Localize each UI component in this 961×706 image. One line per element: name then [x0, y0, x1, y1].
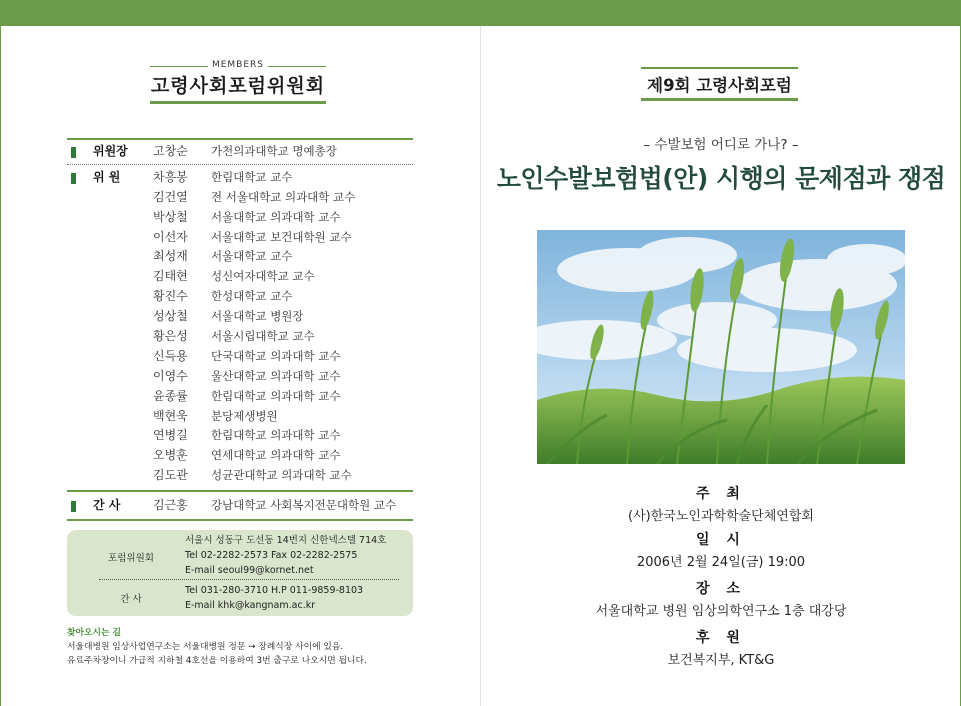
- member-affiliation: 연세대학교 의과대학 교수: [211, 448, 341, 463]
- contact-secretary-label: 간 사: [120, 594, 142, 605]
- contact-forum-phone: Tel 02-2282-2573 Fax 02-2282-2575: [185, 550, 358, 561]
- member-affiliation: 전 서울대학교 의과대학 교수: [211, 189, 356, 204]
- contact-secretary-phone: Tel 031-280-3710 H.P 011-9859-8103: [185, 585, 364, 596]
- chair-affiliation: 가천의과대학교 명예총장: [211, 144, 337, 158]
- member-name: 백현욱: [153, 408, 188, 423]
- chair-name: 고창순: [153, 144, 188, 158]
- member-name: 황은성: [153, 329, 188, 344]
- roster-bottom-rule: [67, 519, 413, 521]
- members-role: 위 원: [93, 169, 121, 184]
- bullet-marker: [71, 147, 76, 158]
- barley-illustration: [537, 230, 905, 464]
- event-main-title: 노인수발보험법(안) 시행의 문제점과 쟁점: [496, 164, 946, 193]
- place-value: 서울대학교 병원 임상의학연구소 1층 대강당: [595, 604, 847, 619]
- top-band: [0, 0, 961, 26]
- roster-mid-rule: [67, 490, 413, 492]
- member-affiliation: 성균관대학교 의과대학 교수: [211, 468, 352, 483]
- member-name: 차흥봉: [153, 169, 188, 184]
- member-row: [67, 367, 413, 387]
- member-row: [67, 247, 413, 267]
- directions-line-2: 유료주차장이니 가급적 지하철 4호선을 이용하여 3번 출구로 나오시면 됩니다.: [67, 656, 367, 666]
- place-label: 장 소: [696, 581, 746, 597]
- event-subtitle: – 수발보험 어디로 가나? –: [643, 137, 799, 153]
- member-affiliation: 성신여자대학교 교수: [211, 269, 315, 284]
- member-name: 김건열: [153, 189, 188, 204]
- roster-dotted-separator: [67, 164, 413, 165]
- host-value: (사)한국노인과학학술단체연합회: [628, 509, 814, 524]
- forum-title: 제9회 고령사회포럼: [647, 76, 792, 95]
- member-affiliation: 울산대학교 의과대학 교수: [211, 368, 341, 383]
- forum-header: [641, 67, 798, 101]
- member-affiliation: 분당제생병원: [211, 408, 278, 423]
- contact-secretary-lines: [185, 583, 363, 613]
- member-row: [67, 347, 413, 367]
- contact-separator: [99, 579, 399, 580]
- host-label: 주 최: [696, 486, 746, 502]
- member-row: [67, 466, 413, 486]
- bullet-marker: [71, 173, 76, 184]
- secretary-name: 김근홍: [153, 498, 188, 513]
- member-row: [67, 208, 413, 228]
- members-label: MEMBERS: [150, 60, 326, 70]
- date-label: 일 시: [696, 532, 746, 548]
- member-affiliation: 서울대학교 병원장: [211, 309, 304, 324]
- member-row: [67, 407, 413, 427]
- secretary-affiliation: 강남대학교 사회복지전문대학원 교수: [211, 498, 397, 513]
- chair-role: 위원장: [93, 144, 128, 158]
- member-name: 윤종률: [153, 388, 188, 403]
- secretary-role: 간 사: [93, 498, 121, 513]
- member-name: 김도관: [153, 468, 188, 483]
- member-row: [67, 446, 413, 466]
- contact-forum-lines: [185, 533, 386, 578]
- member-row: [67, 228, 413, 248]
- member-row: [67, 168, 413, 188]
- contact-box: [67, 530, 413, 616]
- member-affiliation: 한성대학교 교수: [211, 289, 293, 304]
- member-affiliation: 서울시립대학교 교수: [211, 329, 315, 344]
- secretary-row: [67, 496, 413, 516]
- member-name: 황진수: [153, 289, 188, 304]
- directions: [67, 626, 417, 668]
- members-header: [150, 60, 326, 104]
- member-roster: [67, 138, 413, 521]
- member-name: 박상철: [153, 209, 188, 224]
- member-affiliation: 한림대학교 의과대학 교수: [211, 428, 341, 443]
- member-name: 오병훈: [153, 448, 188, 463]
- member-affiliation: 한림대학교 교수: [211, 169, 293, 184]
- contact-forum-address: 서울시 성동구 도선동 14번지 신한넥스텔 714호: [185, 535, 387, 546]
- left-border: [0, 26, 1, 706]
- member-affiliation: 서울대학교 의과대학 교수: [211, 209, 341, 224]
- directions-line-1: 서울대병원 임상사업연구소는 서울대병원 정문 → 장례식장 사이에 있음.: [67, 642, 344, 652]
- bullet-marker: [71, 501, 76, 512]
- date-value: 2006년 2월 24일(금) 19:00: [636, 555, 806, 570]
- member-name: 연병길: [153, 428, 188, 443]
- member-name: 이영수: [153, 368, 188, 383]
- member-row: [67, 267, 413, 287]
- directions-title: 찾아오시는 길: [67, 628, 122, 638]
- roster-top-rule: [67, 138, 413, 140]
- place-block: [481, 578, 961, 619]
- member-name: 최성재: [153, 249, 188, 264]
- contact-forum-email: E-mail seoul99@kornet.net: [185, 565, 314, 576]
- member-row: [67, 307, 413, 327]
- sponsor-value: 보건복지부, KT&G: [667, 653, 775, 668]
- member-name: 이선자: [153, 229, 188, 244]
- date-block: [481, 529, 961, 570]
- members-underline: [150, 101, 326, 104]
- barley-field-photo: [537, 230, 905, 464]
- chair-row: [67, 142, 413, 162]
- member-name: 김태현: [153, 269, 188, 284]
- members-title: 고령사회포럼위원회: [150, 75, 326, 97]
- members-list: [67, 168, 413, 486]
- member-affiliation: 단국대학교 의과대학 교수: [211, 348, 341, 363]
- contact-forum-label: 포럼위원회: [108, 553, 154, 564]
- sponsor-label: 후 원: [696, 630, 746, 646]
- member-row: [67, 287, 413, 307]
- member-affiliation: 서울대학교 보건대학원 교수: [211, 229, 352, 244]
- member-row: [67, 188, 413, 208]
- member-row: [67, 426, 413, 446]
- member-name: 신득용: [153, 348, 188, 363]
- sponsor-block: [481, 627, 961, 668]
- host-block: [481, 483, 961, 524]
- member-row: [67, 327, 413, 347]
- member-name: 성상철: [153, 309, 188, 324]
- member-row: [67, 387, 413, 407]
- contact-secretary-email: E-mail khk@kangnam.ac.kr: [185, 600, 316, 611]
- member-affiliation: 서울대학교 교수: [211, 249, 293, 264]
- member-affiliation: 한림대학교 의과대학 교수: [211, 388, 341, 403]
- forum-bottomline: [641, 98, 798, 101]
